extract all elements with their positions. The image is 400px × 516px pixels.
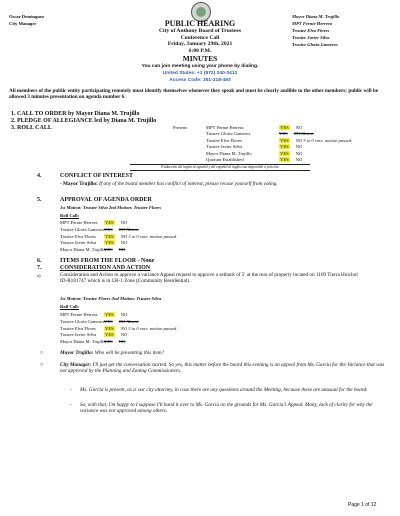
section-7-motion: 1st Motion: Trustee Flores 2nd Motion: Trustee Silva: [60, 296, 162, 301]
section-4-title: CONFLICT OF INTEREST: [60, 173, 134, 179]
page-number: Page 1 of 12: [348, 502, 377, 508]
roll-yes: YES: [280, 137, 289, 143]
dash-icon: -: [70, 402, 72, 408]
discussion-speaker: Mayor Trujillo:: [60, 350, 94, 356]
header-right-4: Trustee Javier Silva: [292, 34, 330, 40]
discussion-bullet-2: So, with that, I'm happy to I suppose I'll hand it over to Ms. Garcia on the grounds for Ms. Garcia's Appeal. Many, lack of clarity for why the variance was not approved among others.: [80, 402, 373, 415]
section-7-title: CONSIDERATION AND ACTION: [60, 265, 151, 271]
vote-name: Trustee Gloria Gameros: [60, 318, 105, 324]
section-5-number: 5.: [37, 197, 42, 203]
vote-no: NO: [120, 312, 128, 317]
roll-name: Quorum Established: [206, 156, 244, 162]
translation-note: Traducción del inglés al español y del español al inglés esta disponible a petición.: [130, 164, 310, 171]
vote-no: NO 3 to 0 vote, motion passed.: [120, 233, 178, 239]
vote-yes: YES: [105, 312, 114, 317]
vote-name: Trustee Javier Silva: [60, 332, 97, 338]
roll-yes: YES: [280, 144, 289, 150]
header-right-2: MPT Fernie Herrera: [292, 20, 333, 26]
subtitle-line-2: Conference Call: [180, 34, 220, 41]
subtitle-line-4: 6:00 P.M.: [188, 47, 212, 54]
discussion-question: Who will be presenting this item?: [94, 350, 165, 356]
roll-note: NO: [295, 150, 303, 156]
section-7-number: 7.: [37, 265, 42, 271]
discussion-speaker: City Manager:: [60, 362, 92, 368]
roll-name: Mayor Diana M. Trujillo: [206, 150, 252, 156]
vote-no: NO Absent: [118, 318, 139, 324]
header-right-1: Mayor Diana M. Trujillo: [292, 14, 340, 19]
vote-name: MPT Fernie Herrera: [60, 220, 98, 225]
vote-yes: YES: [105, 220, 114, 225]
item-a-text: Consideration and Action to approve a variance Appeal request to approve a setback of 5' at the rear of property located on 1109 Tierra Huichol ID-R181747 which is in CR-1 Zone (Community Residential).: [60, 272, 358, 285]
vote-yes: YES: [104, 226, 113, 232]
section-5-motion: 1st Motion: Trustee Silva 2nd Motion: Trustee Flores: [60, 205, 162, 210]
roll-note: NO: [295, 144, 303, 150]
page-title: PUBLIC HEARING: [164, 19, 236, 28]
speaker-name: - Mayor Trujillo:: [60, 181, 98, 187]
header-left-title: City Manager: [9, 21, 37, 26]
roll-note: NO: [295, 156, 303, 162]
item-a-label: a): [37, 273, 41, 278]
vote-name: Trustee Elva Flores: [60, 233, 96, 239]
roll-name: Trustee Gloria Gameros: [206, 131, 251, 137]
item-pledge: 2. PLEDGE OF ALLEGIANCE led by Diana M. Trujillo: [11, 118, 157, 124]
vote-yes: YES: [104, 247, 113, 253]
roll-yes: YES: [280, 125, 289, 130]
section-7-rollcall: Roll Call:: [60, 304, 80, 309]
access-code: Access Code: 351-218-493: [169, 78, 231, 83]
minutes-heading: MINUTES: [182, 54, 218, 63]
vote-yes: YES: [104, 339, 113, 345]
vote-no: NO 3 to 0 vote, motion passed.: [120, 325, 178, 331]
vote-name: Mayor Diana M. Trujillo: [60, 247, 106, 253]
vote-no: NO: [120, 220, 128, 225]
phone-line[interactable]: United States: +1 (872) 240-3412: [162, 71, 238, 76]
conflict-text: If any of the board member has conflict of interest, please recuse yourself from voting.: [99, 181, 278, 187]
vote-yes: YES: [104, 318, 113, 324]
vote-name: Trustee Elva Flores: [60, 325, 96, 331]
bullet-icon: ○: [40, 362, 44, 368]
roll-name: MPT Fernie Herrera: [206, 125, 244, 130]
roll-name: Trustee Elva Flores: [206, 137, 242, 143]
header-right-5: Trustee Gloria Gameros: [292, 41, 338, 47]
subtitle-line-1: City of Anthony Board of Trustees: [159, 28, 241, 34]
vote-yes: YES: [105, 325, 114, 331]
vote-no: NO: [120, 240, 128, 246]
join-line: You can join meeting using your phone by dialing.: [141, 64, 259, 69]
vote-no: NO: [118, 247, 126, 253]
present-label: Present:: [173, 125, 188, 130]
item-roll-call: 3. ROLL CALL: [11, 125, 52, 131]
vote-yes: YES: [105, 240, 114, 246]
vote-name: Trustee Javier Silva: [60, 240, 97, 246]
subtitle-line-3: Friday, January 29th, 2021: [167, 41, 233, 48]
section-5-title: APPROVAL OF AGENDA ORDER: [60, 197, 152, 203]
header-right-3: Trustee Elva Flores: [292, 27, 330, 33]
vote-name: Mayor Diana M. Trujillo: [60, 339, 106, 345]
vote-no: NO Absent: [118, 226, 139, 232]
vote-yes: YES: [105, 332, 114, 338]
roll-note: NO Absent: [293, 131, 314, 137]
vote-name: Trustee Gloria Gameros: [60, 226, 105, 232]
bullet-icon: ○: [40, 350, 44, 356]
section-6-title: ITEMS FROM THE FLOOR - None: [60, 258, 155, 264]
vote-yes: YES: [105, 233, 114, 239]
intro-paragraph: All members of the public entity participating remotely must identify themselves whenever they speak and must be clearly audible to the other members; public will be allowed 3 minutes presentation on agenda number 6.: [9, 88, 379, 101]
roll-note: NO 3 to 0 vote, motion passed.: [295, 137, 353, 143]
header-left-name: Oscar Dominguez: [9, 14, 45, 19]
section-5-rollcall: Roll Call:: [60, 213, 80, 218]
item-call-to-order: 1. CALL TO ORDER by Mayor Diana M. Trujillo: [11, 111, 140, 117]
roll-yes: YES: [279, 131, 288, 137]
roll-yes: YES: [280, 156, 289, 162]
roll-yes: YES: [280, 150, 289, 156]
section-4-number: 4.: [37, 173, 42, 179]
vote-no: NO: [118, 339, 126, 345]
dash-icon: -: [70, 387, 72, 393]
vote-name: MPT Fernie Herrera: [60, 312, 98, 317]
discussion-bullet-1: Ms. Garcia is present, as is our city attorney, in case there are any questions around the Meeting, because these are unusual for the board.: [80, 387, 368, 393]
discussion-text: I'll just get the conversation started. So yes, this matter before the board this evening is an appeal from Ms. Garcia for the Variance that was not approved by the Planning and Zoning Commissioners.: [60, 362, 385, 375]
section-6-number: 6.: [37, 258, 42, 264]
vote-no: NO: [120, 332, 128, 338]
roll-name: Trustee Javier Silva: [206, 144, 243, 150]
roll-note: NO: [295, 125, 303, 130]
